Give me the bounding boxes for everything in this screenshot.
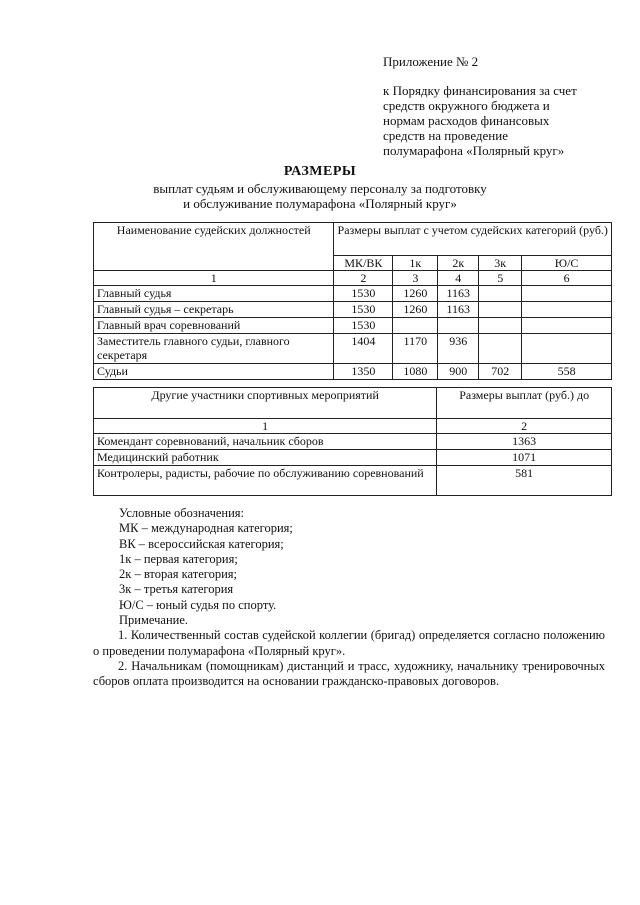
cell-value: 1071 bbox=[437, 450, 612, 466]
cell-value: 936 bbox=[438, 334, 479, 364]
appendix-line: полумарафона «Полярный круг» bbox=[383, 143, 565, 158]
document-title: РАЗМЕРЫ bbox=[283, 164, 357, 179]
row-name: Медицинский работник bbox=[94, 450, 437, 466]
table-row bbox=[94, 302, 612, 318]
column-number: 2 bbox=[334, 271, 393, 286]
appendix-line: к Порядку финансирования за счет bbox=[383, 83, 577, 98]
appendix-reference bbox=[383, 83, 608, 158]
table-row bbox=[94, 334, 612, 364]
column-number: 6 bbox=[522, 271, 612, 286]
category-header: Ю/С bbox=[522, 256, 612, 271]
appendix-block bbox=[383, 54, 608, 158]
legend-item: Ю/С – юный судья по спорту. bbox=[119, 597, 277, 612]
table-row bbox=[94, 318, 612, 334]
cell-value: 702 bbox=[479, 364, 522, 380]
document-subtitle: выплат судьям и обслуживающему персоналу за подготовку bbox=[153, 181, 487, 196]
header-payments: Размеры выплат с учетом судейских категорий (руб.) bbox=[334, 223, 612, 256]
row-name: Контролеры, радисты, рабочие по обслуживанию соревнований bbox=[94, 466, 437, 496]
cell-value bbox=[522, 334, 612, 364]
table-row bbox=[94, 450, 612, 466]
cell-value: 558 bbox=[522, 364, 612, 380]
category-header: МК/ВК bbox=[334, 256, 393, 271]
cell-value: 1260 bbox=[393, 302, 438, 318]
table-row bbox=[94, 286, 612, 302]
column-number: 1 bbox=[94, 271, 334, 286]
category-header: 2к bbox=[438, 256, 479, 271]
table-row bbox=[94, 364, 612, 380]
cell-value bbox=[479, 318, 522, 334]
cell-value: 1260 bbox=[393, 286, 438, 302]
cell-value: 1363 bbox=[437, 434, 612, 450]
header-position: Наименование судейских должностей bbox=[94, 223, 334, 271]
cell-value bbox=[522, 302, 612, 318]
cell-value: 581 bbox=[437, 466, 612, 496]
legend-item: 3к – третья категория bbox=[119, 582, 234, 597]
column-number: 5 bbox=[479, 271, 522, 286]
legend-item: МК – международная категория; bbox=[119, 521, 293, 536]
cell-value: 1404 bbox=[334, 334, 393, 364]
cell-value bbox=[522, 286, 612, 302]
note-item: 2. Начальникам (помощникам) дистанций и трасс, художнику, начальнику тренировочных сборов оплата производится на основании гражданско-правовых договоров. bbox=[93, 658, 605, 689]
column-number: 1 bbox=[94, 419, 437, 434]
legend-item: 2к – вторая категория; bbox=[119, 567, 237, 582]
note-title: Примечание. bbox=[119, 613, 189, 628]
category-header: 1к bbox=[393, 256, 438, 271]
row-name: Судьи bbox=[94, 364, 334, 380]
cell-value: 1530 bbox=[334, 318, 393, 334]
table-row bbox=[94, 466, 612, 496]
row-name: Главный судья – секретарь bbox=[94, 302, 334, 318]
cell-value bbox=[522, 318, 612, 334]
cell-value bbox=[479, 302, 522, 318]
cell-value: 1163 bbox=[438, 302, 479, 318]
header-payments: Размеры выплат (руб.) до bbox=[437, 388, 612, 419]
row-name: Главный врач соревнований bbox=[94, 318, 334, 334]
header-participants: Другие участники спортивных мероприятий bbox=[94, 388, 437, 419]
cell-value: 1170 bbox=[393, 334, 438, 364]
appendix-line: нормам расходов финансовых bbox=[383, 113, 550, 128]
cell-value bbox=[479, 286, 522, 302]
cell-value bbox=[393, 318, 438, 334]
cell-value: 1530 bbox=[334, 286, 393, 302]
legend-item: ВК – всероссийская категория; bbox=[119, 536, 284, 551]
note-item: 1. Количественный состав судейской коллегии (бригад) определяется согласно положению о проведении полумарафона «Полярный круг». bbox=[93, 628, 605, 658]
column-number: 4 bbox=[438, 271, 479, 286]
row-name: Главный судья bbox=[94, 286, 334, 302]
row-name: Заместитель главного судьи, главного секретаря bbox=[94, 334, 334, 364]
column-number: 2 bbox=[437, 419, 612, 434]
other-participants-table bbox=[93, 387, 612, 496]
table-row bbox=[94, 434, 612, 450]
cell-value: 1163 bbox=[438, 286, 479, 302]
cell-value: 1080 bbox=[393, 364, 438, 380]
legend-item: 1к – первая категория; bbox=[119, 551, 238, 566]
appendix-line: средств на проведение bbox=[383, 128, 508, 143]
cell-value: 900 bbox=[438, 364, 479, 380]
notes-section bbox=[93, 506, 605, 690]
column-number: 3 bbox=[393, 271, 438, 286]
category-header: 3к bbox=[479, 256, 522, 271]
cell-value bbox=[438, 318, 479, 334]
cell-value bbox=[479, 334, 522, 364]
judges-payment-table bbox=[93, 222, 612, 380]
legend-title: Условные обозначения: bbox=[119, 506, 245, 520]
cell-value: 1350 bbox=[334, 364, 393, 380]
cell-value: 1530 bbox=[334, 302, 393, 318]
row-name: Комендант соревнований, начальник сборов bbox=[94, 434, 437, 450]
appendix-number: Приложение № 2 bbox=[383, 54, 479, 69]
document-subtitle: и обслуживание полумарафона «Полярный круг» bbox=[183, 196, 457, 211]
appendix-line: средств окружного бюджета и bbox=[383, 98, 550, 113]
